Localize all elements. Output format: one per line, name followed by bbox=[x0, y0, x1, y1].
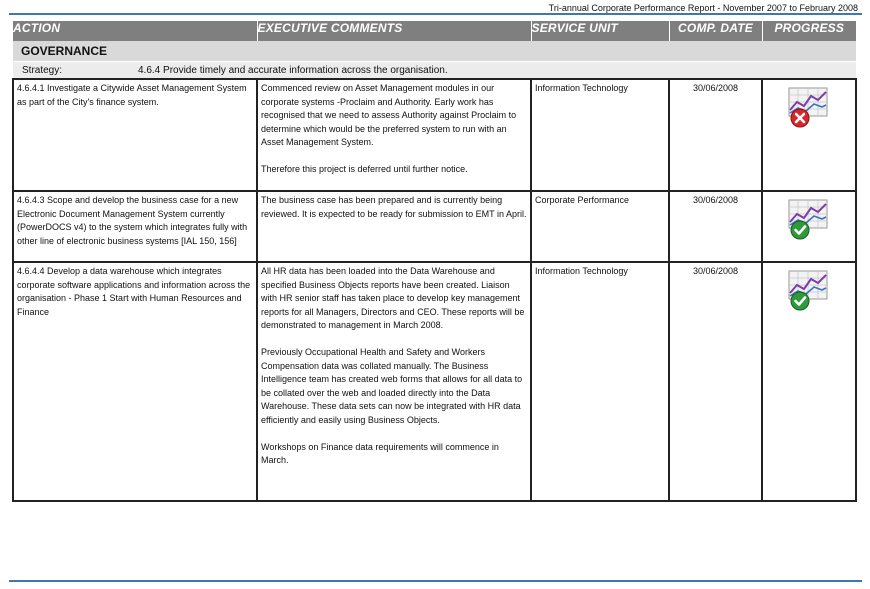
comment-cell bbox=[257, 191, 531, 262]
comp-date-cell: 30/06/2008 bbox=[669, 191, 762, 262]
comment-paragraph: All HR data has been loaded into the Data Warehouse and specified Business Objects reports have been created. Liaison with HR senior staff has taken place to develop key management reports for all Managers, Directors and CEO. These reports will be demonstrated to management in March 2008. bbox=[261, 266, 525, 330]
table-row bbox=[13, 262, 856, 501]
table-row bbox=[13, 79, 856, 191]
report-title: Tri-annual Corporate Performance Report - November 2007 to February 2008 bbox=[548, 3, 858, 13]
comment-cell bbox=[257, 79, 531, 191]
comment-paragraph: Commenced review on Asset Management modules in our corporate systems -Proclaim and Authority. Early work has recognised that we need to assess Authority against Proclaim to determine which would be the preferred system to run with an Asset Management System. bbox=[261, 83, 517, 147]
top-rule bbox=[9, 13, 862, 15]
chart-red-cross-icon bbox=[785, 86, 833, 130]
strategy-text: 4.6.4 Provide timely and accurate information across the organisation. bbox=[138, 64, 448, 76]
progress-cell bbox=[762, 79, 856, 191]
column-header-progress: PROGRESS bbox=[762, 21, 856, 41]
action-cell: 4.6.4.4 Develop a data warehouse which integrates corporate software applications and information across the organisation - Phase 1 Start with Human Resources and Finance bbox=[13, 262, 257, 501]
column-header-service-unit: SERVICE UNIT bbox=[531, 21, 669, 41]
strategy-label: Strategy: bbox=[22, 64, 63, 76]
performance-table bbox=[12, 21, 857, 502]
table-header-row bbox=[13, 21, 856, 41]
comp-date-cell: 30/06/2008 bbox=[669, 79, 762, 191]
comment-cell bbox=[257, 262, 531, 501]
column-header-action: ACTION bbox=[13, 21, 257, 41]
comp-date-cell: 30/06/2008 bbox=[669, 262, 762, 501]
service-unit-cell: Information Technology bbox=[531, 79, 669, 191]
progress-cell bbox=[762, 262, 856, 501]
column-header-comp-date: COMP. DATE bbox=[669, 21, 762, 41]
progress-cell bbox=[762, 191, 856, 262]
comment-paragraph: Therefore this project is deferred until further notice. bbox=[261, 164, 468, 174]
chart-green-check-icon bbox=[785, 198, 833, 242]
column-header-comments: EXECUTIVE COMMENTS bbox=[257, 21, 531, 41]
chart-green-check-icon bbox=[785, 269, 833, 313]
strategy-row bbox=[13, 62, 856, 80]
action-cell: 4.6.4.1 Investigate a Citywide Asset Management System as part of the City's finance system. bbox=[13, 79, 257, 191]
service-unit-cell: Corporate Performance bbox=[531, 191, 669, 262]
service-unit-cell: Information Technology bbox=[531, 262, 669, 501]
comment-paragraph: The business case has been prepared and is currently being reviewed. It is expected to be ready for submission to EMT in April. bbox=[261, 195, 527, 219]
action-cell: 4.6.4.3 Scope and develop the business case for a new Electronic Document Management System currently (PowerDOCS v4) to the system which integrates fully with other line of electronic business systems [IAL 150, 156] bbox=[13, 191, 257, 262]
comment-paragraph: Previously Occupational Health and Safety and Workers Compensation data was collated manually. The Business Intelligence team has created web forms that allows for all data to be collated over the web and loaded directly into the Data Warehouse. These data sets can now be integrated with HR data efficiently and easily using Business Objects. bbox=[261, 347, 523, 425]
table-row bbox=[13, 191, 856, 262]
section-row bbox=[13, 41, 856, 62]
bottom-rule bbox=[9, 580, 862, 582]
section-title: GOVERNANCE bbox=[13, 41, 856, 62]
comment-paragraph: Workshops on Finance data requirements will commence in March. bbox=[261, 441, 499, 465]
